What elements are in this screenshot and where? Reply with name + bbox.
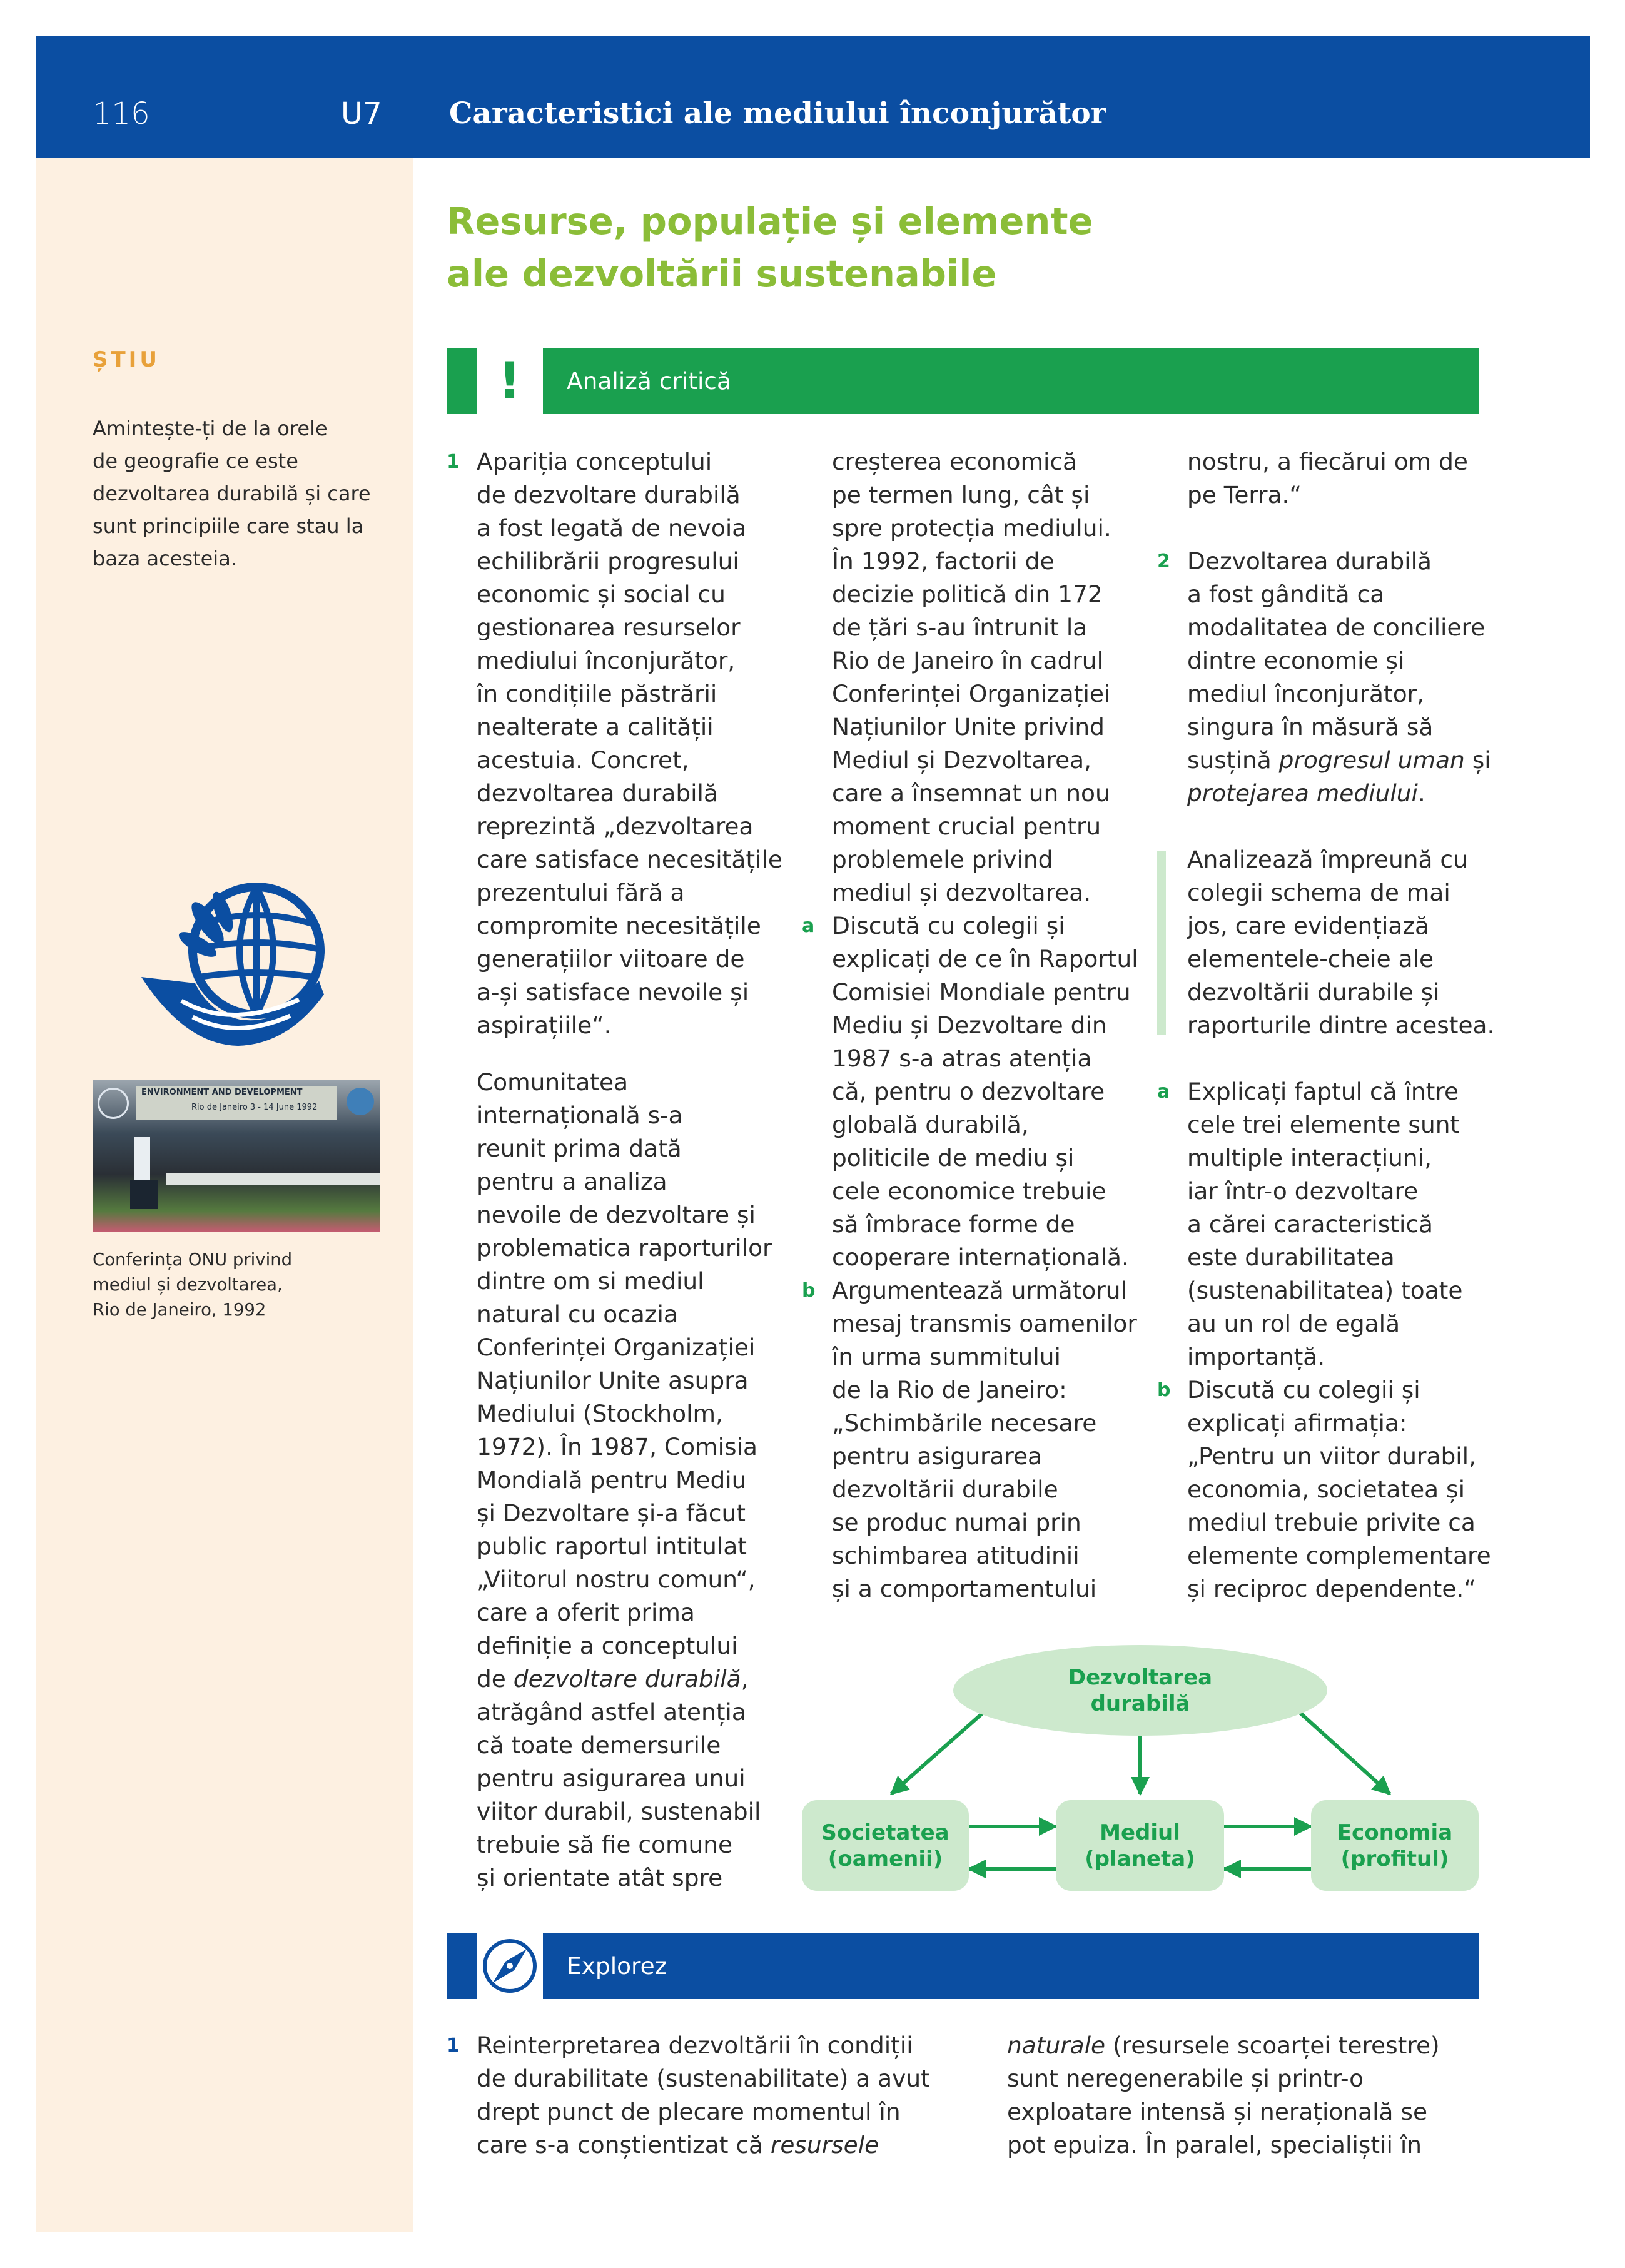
sidebar-heading: ȘTIU xyxy=(93,347,160,372)
col3-line: elemente complementare xyxy=(1187,1542,1491,1569)
col3-line: Explicați faptul că între xyxy=(1187,1078,1459,1105)
compass-icon xyxy=(477,1933,543,1999)
col1-line: aspirațiile“. xyxy=(477,1011,612,1039)
col3-line: jos, care evidențiază xyxy=(1187,912,1430,939)
col2-line: 1987 s-a atras atenția xyxy=(832,1045,1092,1072)
col3-line: raporturile dintre acestea. xyxy=(1187,1011,1495,1039)
col3-line: multiple interacțiuni, xyxy=(1187,1144,1432,1172)
col1-line: compromite necesitățile xyxy=(477,912,761,939)
col1-line: 1972). În 1987, Comisia xyxy=(477,1433,757,1461)
diagram-node-economy xyxy=(1311,1800,1479,1891)
col1-line: generațiilor viitoare de xyxy=(477,945,745,973)
explorez-line: sunt neregenerabile și printr-o xyxy=(1007,2065,1364,2092)
col2-line: cele economice trebuie xyxy=(832,1177,1106,1205)
col1-line: reunit prima dată xyxy=(477,1135,682,1162)
lesson-title-line: ale dezvoltării sustenabile xyxy=(447,252,997,295)
col3-line: este durabilitatea xyxy=(1187,1243,1395,1271)
col2-line: problemele privind xyxy=(832,846,1053,873)
col3-line: cele trei elemente sunt xyxy=(1187,1111,1460,1138)
col1-line: a fost legată de nevoia xyxy=(477,514,747,542)
question-number: 2 xyxy=(1157,550,1170,572)
question-number: 1 xyxy=(447,451,460,473)
col1-line: „Viitorul nostru comun“, xyxy=(477,1566,756,1593)
col1-line: Mondială pentru Mediu xyxy=(477,1466,747,1494)
question-letter: b xyxy=(1157,1379,1171,1401)
col3-line: (sustenabilitatea) toate xyxy=(1187,1277,1463,1304)
sidebar-text-line: Amintește-ți de la orele xyxy=(93,417,328,440)
col1-line: atrăgând astfel atenția xyxy=(477,1698,746,1726)
col1-line: care satisface necesitățile xyxy=(477,846,782,873)
col2-line: „Schimbările necesare xyxy=(832,1409,1097,1437)
explorez-line: Reinterpretarea dezvoltării în condiții xyxy=(477,2032,913,2059)
col1-line: natural cu ocazia xyxy=(477,1300,678,1328)
col2-line: globală durabilă, xyxy=(832,1111,1029,1138)
col2-line: cooperare internațională. xyxy=(832,1243,1129,1271)
exclamation-icon: ! xyxy=(498,352,522,410)
page-number: 116 xyxy=(93,96,150,131)
col3-line: Analizează împreună cu xyxy=(1187,846,1468,873)
col2-line: pe termen lung, cât și xyxy=(832,481,1090,509)
diagram-node-line: Dezvoltarea xyxy=(1068,1664,1213,1690)
col3-line: elementele-cheie ale xyxy=(1187,945,1434,973)
col2-line: în urma summitului xyxy=(832,1343,1061,1370)
photo-banner-line: ENVIRONMENT AND DEVELOPMENT xyxy=(141,1088,303,1097)
col3-line: iar într-o dezvoltare xyxy=(1187,1177,1419,1205)
col3-line: singura în măsură să xyxy=(1187,713,1434,741)
col1-line: Conferinței Organizației xyxy=(477,1334,756,1361)
col1-line: viitor durabil, sustenabil xyxy=(477,1798,761,1825)
col3-line: dintre economie și xyxy=(1187,647,1405,674)
section-label-explorez: Explorez xyxy=(567,1952,667,1980)
col2-line: să îmbrace forme de xyxy=(832,1210,1075,1238)
col1-line: Comunitatea xyxy=(477,1068,629,1096)
col1-line: și orientate atât spre xyxy=(477,1864,723,1891)
lesson-title-line: Resurse, populație și elemente xyxy=(447,200,1093,243)
question-number: 1 xyxy=(447,2035,460,2057)
diagram-node-sustainable-development xyxy=(953,1645,1327,1736)
col1-line: pentru a analiza xyxy=(477,1168,667,1195)
col3-line: explicați afirmația: xyxy=(1187,1409,1407,1437)
col1-line: Națiunilor Unite asupra xyxy=(477,1367,749,1394)
question-letter: a xyxy=(1157,1081,1170,1103)
explorez-line: exploatare intensă și nerațională se xyxy=(1007,2098,1428,2125)
col2-line: de țări s-au întrunit la xyxy=(832,614,1088,641)
col3-line: mediul înconjurător, xyxy=(1187,680,1425,707)
col1-line: economic și social cu xyxy=(477,580,726,608)
col2-line: de la Rio de Janeiro: xyxy=(832,1376,1067,1404)
col3-line: dezvoltării durabile și xyxy=(1187,978,1440,1006)
col3-line: Discută cu colegii și xyxy=(1187,1376,1420,1404)
col2-line: mesaj transmis oamenilor xyxy=(832,1310,1137,1337)
col1-line: Apariția conceptului xyxy=(477,448,712,475)
arrow-to-society xyxy=(891,1713,983,1794)
col1-line: că toate demersurile xyxy=(477,1731,721,1759)
arrow-to-economy xyxy=(1300,1713,1390,1794)
col2-line: și a comportamentului xyxy=(832,1575,1097,1602)
col2-line: Discută cu colegii și xyxy=(832,912,1065,939)
col1-line: acestuia. Concret, xyxy=(477,746,689,774)
col1-line: care a oferit prima xyxy=(477,1599,695,1626)
col1-line: Mediului (Stockholm, xyxy=(477,1400,723,1427)
col2-line: mediul și dezvoltarea. xyxy=(832,879,1091,906)
sidebar-text-line: sunt principiile care stau la xyxy=(93,514,364,538)
photo-caption-line: Conferința ONU privind xyxy=(93,1250,293,1270)
col2-line: se produc numai prin xyxy=(832,1509,1081,1536)
col2-line: În 1992, factorii de xyxy=(832,547,1055,575)
col2-line: decizie politică din 172 xyxy=(832,580,1103,608)
col2-line: pentru asigurarea xyxy=(832,1442,1042,1470)
col2-line: că, pentru o dezvoltare xyxy=(832,1078,1105,1105)
diagram-node-environment xyxy=(1056,1800,1224,1891)
col2-line: Mediul și Dezvoltarea, xyxy=(832,746,1092,774)
col1-line: reprezintă „dezvoltarea xyxy=(477,813,754,840)
unit-label: U7 xyxy=(341,96,382,131)
col1-line: în condițiile păstrării xyxy=(477,680,717,707)
diagram-node-line: (planeta) xyxy=(1085,1846,1195,1871)
sidebar-text-line: baza acesteia. xyxy=(93,547,237,570)
explorez-line: care s-a conștientizat că resursele xyxy=(477,2131,879,2159)
col1-line: nealterate a calității xyxy=(477,713,714,741)
explorez-line: drept punct de plecare momentul în xyxy=(477,2098,901,2125)
photo-caption-line: Rio de Janeiro, 1992 xyxy=(93,1300,266,1320)
col1-line: prezentului fără a xyxy=(477,879,685,906)
photo-caption-line: mediul și dezvoltarea, xyxy=(93,1275,283,1295)
col2-line: moment crucial pentru xyxy=(832,813,1101,840)
col2-line: Mediu și Dezvoltare din xyxy=(832,1011,1107,1039)
col2-line: Rio de Janeiro în cadrul xyxy=(832,647,1103,674)
col1-line: și Dezvoltare și-a făcut xyxy=(477,1499,746,1527)
col3-line: pe Terra.“ xyxy=(1187,481,1302,509)
explorez-line: pot epuiza. În paralel, specialiștii în xyxy=(1007,2131,1422,2159)
section-label-analiza: Analiză critică xyxy=(567,367,731,395)
col2-line: Conferinței Organizației xyxy=(832,680,1111,707)
col1-line: gestionarea resurselor xyxy=(477,614,741,641)
col1-line: echilibrării progresului xyxy=(477,547,739,575)
diagram-node-line: Economia xyxy=(1337,1820,1453,1845)
col2-line: Națiunilor Unite privind xyxy=(832,713,1105,741)
col1-line: dezvoltarea durabilă xyxy=(477,779,718,807)
col1-line: mediului înconjurător, xyxy=(477,647,736,674)
col1-line: a-și satisface nevoile și xyxy=(477,978,749,1006)
col1-line: trebuie să fie comune xyxy=(477,1831,733,1858)
diagram-node-line: Mediul xyxy=(1100,1820,1180,1845)
col1-line: internațională s-a xyxy=(477,1101,683,1129)
col1-line: dintre om si mediul xyxy=(477,1267,704,1295)
col3-line: Dezvoltarea durabilă xyxy=(1187,547,1432,575)
col3-line: „Pentru un viitor durabil, xyxy=(1187,1442,1477,1470)
explorez-line: de durabilitate (sustenabilitate) a avut xyxy=(477,2065,930,2092)
diagram-node-line: durabilă xyxy=(1090,1691,1190,1716)
sidebar-text-line: dezvoltarea durabilă și care xyxy=(93,482,371,505)
sidebar-text-line: de geografie ce este xyxy=(93,449,298,473)
col2-line: schimbarea atitudinii xyxy=(832,1542,1080,1569)
col1-line: definiție a conceptului xyxy=(477,1632,738,1659)
col2-line: creșterea economică xyxy=(832,448,1078,475)
col3-line: nostru, a fiecărui om de xyxy=(1187,448,1468,475)
col3-line: și reciproc dependente.“ xyxy=(1187,1575,1476,1602)
diagram-node-line: (oamenii) xyxy=(828,1846,943,1871)
col3-line: mediul trebuie privite ca xyxy=(1187,1509,1476,1536)
col2-line: spre protecția mediului. xyxy=(832,514,1111,542)
col2-line: Argumentează următorul xyxy=(832,1277,1127,1304)
question-letter: a xyxy=(802,915,815,937)
col3-line: protejarea mediului. xyxy=(1187,779,1425,807)
diagram-node-line: Societatea xyxy=(821,1820,949,1845)
col2-line: explicați de ce în Raportul xyxy=(832,945,1138,973)
diagram-node-line: (profitul) xyxy=(1340,1846,1449,1871)
col1-line: de dezvoltare durabilă, xyxy=(477,1665,749,1693)
col1-line: problematica raporturilor xyxy=(477,1234,772,1262)
col1-line: de dezvoltare durabilă xyxy=(477,481,741,509)
col1-line: pentru asigurarea unui xyxy=(477,1764,746,1792)
col3-line: a fost gândită ca xyxy=(1187,580,1385,608)
explorez-line: naturale (resursele scoarței terestre) xyxy=(1007,2032,1440,2059)
col3-line: colegii schema de mai xyxy=(1187,879,1450,906)
col3-line: economia, societatea și xyxy=(1187,1476,1466,1503)
col1-line: public raportul intitulat xyxy=(477,1532,747,1560)
col3-line: a cărei caracteristică xyxy=(1187,1210,1433,1238)
photo-banner-line: Rio de Janeiro 3 - 14 June 1992 xyxy=(191,1103,318,1112)
question-letter: b xyxy=(802,1280,816,1302)
col2-line: politicile de mediu și xyxy=(832,1144,1075,1172)
chapter-title: Caracteristici ale mediului înconjurător xyxy=(449,96,1106,131)
col1-line: nevoile de dezvoltare și xyxy=(477,1201,756,1228)
col2-line: Comisiei Mondiale pentru xyxy=(832,978,1131,1006)
col2-line: dezvoltării durabile xyxy=(832,1476,1058,1503)
diagram-node-society xyxy=(802,1800,969,1891)
col3-line: susțină progresul uman și xyxy=(1187,746,1491,774)
col2-line: care a însemnat un nou xyxy=(832,779,1110,807)
col3-line: importanță. xyxy=(1187,1343,1325,1370)
col3-line: au un rol de egală xyxy=(1187,1310,1400,1337)
col3-line: modalitatea de conciliere xyxy=(1187,614,1486,641)
